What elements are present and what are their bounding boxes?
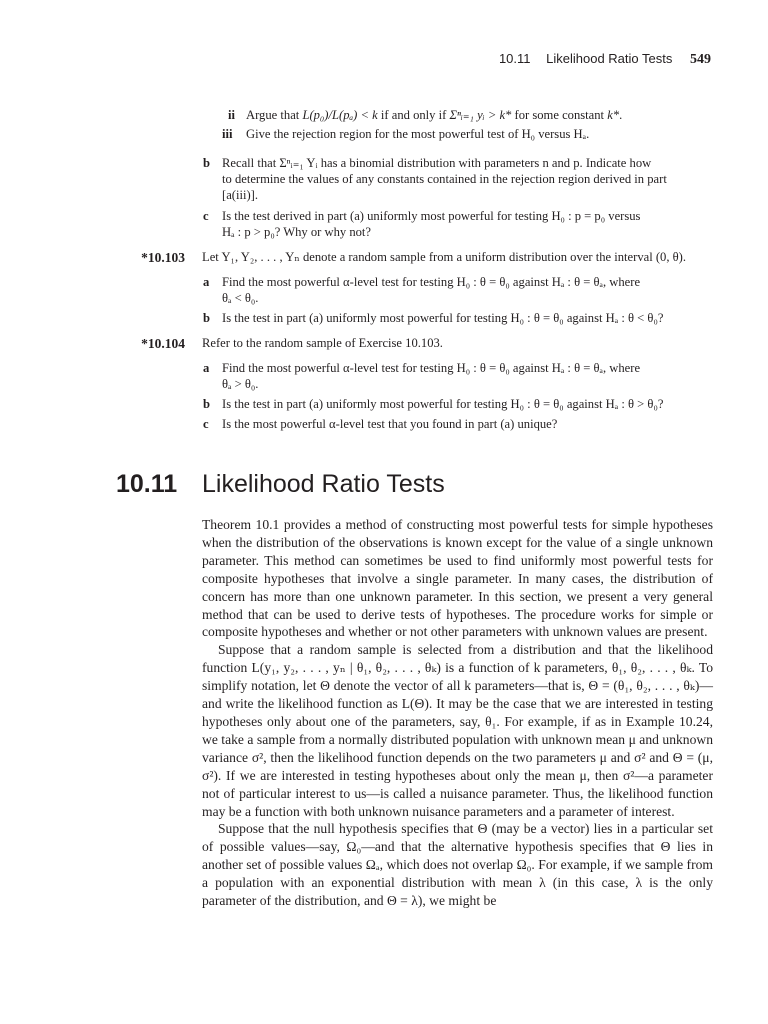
exercise-10-103-intro: Let Y₁, Y₂, . . . , Yₙ denote a random sample from a uniform distribution over the interval (0, θ). xyxy=(202,250,687,264)
ex104-part-a-line-1: Find the most powerful α-level test for testing H₀ : θ = θ₀ against Hₐ : θ = θₐ, where xyxy=(222,361,641,375)
part-ii-text: Argue that L(p₀)/L(pₐ) < k if and only if Σⁿᵢ₌₁ yᵢ > k* for some constant k*. xyxy=(246,108,623,122)
ex104-part-c-line-1: Is the most powerful α-level test that you found in part (a) unique? xyxy=(222,417,558,431)
part-b-label: b xyxy=(203,156,211,170)
part-c-line-2: Hₐ : p > p₀? Why or why not? xyxy=(222,225,372,239)
ex103-part-b-line-1: Is the test in part (a) uniformly most powerful for testing H₀ : θ = θ₀ against Hₐ : θ < θ₀? xyxy=(222,311,664,325)
part-c-label: c xyxy=(203,209,209,223)
ex103-part-a-line-1: Find the most powerful α-level test for testing H₀ : θ = θ₀ against Hₐ : θ = θₐ, where xyxy=(222,275,641,289)
ex104-part-b-label: b xyxy=(203,397,211,411)
ex104-part-b-line-1: Is the test in part (a) uniformly most powerful for testing H₀ : θ = θ₀ against Hₐ : θ > θ₀? xyxy=(222,397,664,411)
paragraph-1: Theorem 10.1 provides a method of constructing most powerful tests for simple hypotheses when the distribution of the observations is known except for the value of a single unknown parameter. This method can sometimes be used to find uniformly most powerful tests for composite hypotheses that involve a single parameter. In many cases, the distribution of concern has more than one unknown parameter. In this section, we present a very general method that can be used to derive tests of hypotheses. The procedure works for simple or composite hypotheses and whether or not other parameters with unknown values are present. xyxy=(202,517,713,640)
part-ii-label: ii xyxy=(228,108,235,122)
ex104-part-a-line-2: θₐ > θ₀. xyxy=(222,377,259,391)
paragraph-3: Suppose that the null hypothesis specifies that Θ (may be a vector) lies in a particular set of possible values—say, Ω₀—and that the alternative hypothesis specifies that Θ lies in another set of possible values Ωₐ, which does not overlap Ω₀. For example, if we sample from a population with an exponential distribution with mean λ (in this case, λ is the only parameter of the distribution, and Θ = λ), we might be xyxy=(202,821,713,909)
page-number: 549 xyxy=(690,52,711,67)
header-section-title: Likelihood Ratio Tests xyxy=(546,51,673,66)
part-b-line-2: to determine the values of any constants contained in the rejection region derived in part xyxy=(222,172,667,186)
body-text xyxy=(202,516,713,910)
ex104-part-c-label: c xyxy=(203,417,209,431)
part-iii-label: iii xyxy=(222,127,233,141)
section-number: 10.11 xyxy=(116,470,178,498)
exercise-10-104-number: *10.104 xyxy=(141,336,185,351)
header-section-number: 10.11 xyxy=(498,51,531,66)
paragraph-2: Suppose that a random sample is selected from a distribution and that the likelihood function L(y₁, y₂, . . . , yₙ | θ₁, θ₂, . . . , θₖ) is a function of k parameters, θ₁, θ₂, . . . , θₖ. To simplify notation, let Θ denote the vector of all k parameters—that is, Θ = (θ₁, θ₂, . . . , θₖ)—and write the likelihood function as L(Θ). It may be the case that we are interested in testing hypotheses only about one of the parameters, say, θ₁. For example, if as in Example 10.24, we take a sample from a normally distributed population with unknown mean μ and unknown variance σ², then the likelihood function depends on the two parameters μ and σ² and Θ = (μ, σ²). If we are interested in testing hypotheses about only the mean μ, then σ²—a parameter not of particular interest to us—is called a nuisance parameter. Thus, the likelihood function may be a function with both unknown nuisance parameters and a parameter of interest. xyxy=(202,642,713,819)
part-c-line-1: Is the test derived in part (a) uniformly most powerful for testing H₀ : p = p₀ versus xyxy=(222,209,641,223)
exercise-10-103-number: *10.103 xyxy=(141,250,185,265)
section-title: Likelihood Ratio Tests xyxy=(202,470,445,498)
part-b-line-1: Recall that Σⁿᵢ₌₁ Yᵢ has a binomial distribution with parameters n and p. Indicate how xyxy=(222,156,652,170)
exercise-10-104-intro: Refer to the random sample of Exercise 10.103. xyxy=(202,336,443,350)
ex103-part-b-label: b xyxy=(203,311,211,325)
ex104-part-a-label: a xyxy=(203,361,210,375)
ex103-part-a-label: a xyxy=(203,275,210,289)
part-b-line-3: [a(iii)]. xyxy=(222,188,259,202)
part-iii-text: Give the rejection region for the most powerful test of H₀ versus Hₐ. xyxy=(246,127,590,141)
ex103-part-a-line-2: θₐ < θ₀. xyxy=(222,291,259,305)
running-header xyxy=(499,51,711,68)
